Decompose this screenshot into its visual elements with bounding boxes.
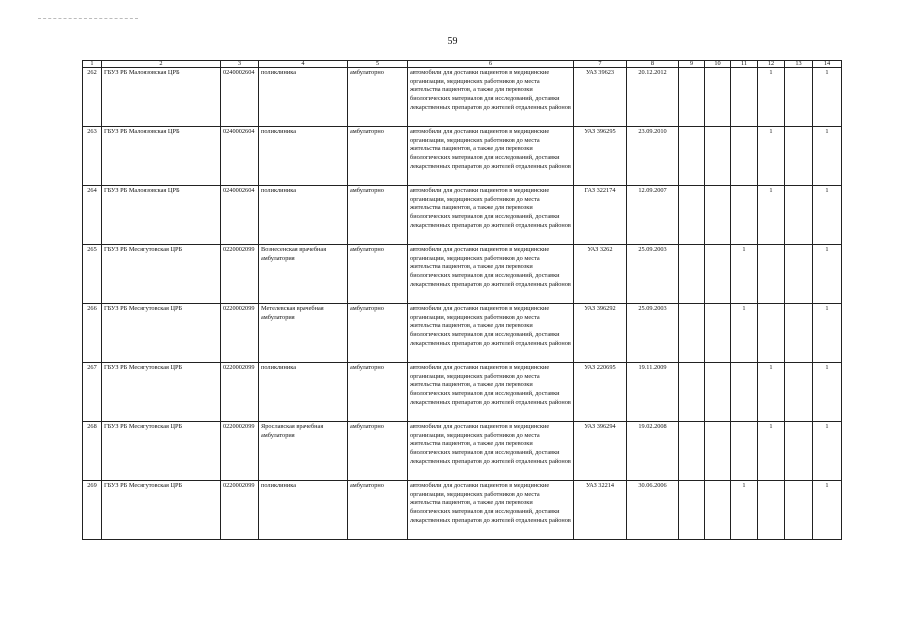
scan-artifact-line xyxy=(38,18,138,19)
col14-cell: 1 xyxy=(813,481,842,540)
row-number: 269 xyxy=(83,481,102,540)
column-header: 14 xyxy=(813,61,842,68)
care-type-cell: амбулаторно xyxy=(348,304,408,363)
code-cell: 0220002099 xyxy=(221,363,259,422)
col10-cell xyxy=(705,68,731,127)
col13-cell xyxy=(785,127,813,186)
col11-cell xyxy=(731,127,758,186)
col13-cell xyxy=(785,422,813,481)
organization-cell: ГБУЗ РБ Месягутовская ЦРБ xyxy=(102,422,221,481)
date-cell: 30.06.2006 xyxy=(627,481,679,540)
col11-cell xyxy=(731,363,758,422)
date-cell: 12.09.2007 xyxy=(627,186,679,245)
column-header: 10 xyxy=(705,61,731,68)
col10-cell xyxy=(705,245,731,304)
care-type-cell: амбулаторно xyxy=(348,422,408,481)
care-type-cell: амбулаторно xyxy=(348,245,408,304)
column-header: 2 xyxy=(102,61,221,68)
col9-cell xyxy=(679,481,705,540)
care-type-cell: амбулаторно xyxy=(348,127,408,186)
organization-cell: ГБУЗ РБ Месягутовская ЦРБ xyxy=(102,481,221,540)
col14-cell: 1 xyxy=(813,245,842,304)
vehicle-model-cell: ГАЗ 322174 xyxy=(574,186,627,245)
col12-cell xyxy=(758,304,785,363)
col13-cell xyxy=(785,481,813,540)
col9-cell xyxy=(679,186,705,245)
code-cell: 0240002604 xyxy=(221,186,259,245)
column-header: 12 xyxy=(758,61,785,68)
col11-cell xyxy=(731,422,758,481)
code-cell: 0220002099 xyxy=(221,422,259,481)
col14-cell: 1 xyxy=(813,304,842,363)
row-number: 267 xyxy=(83,363,102,422)
purpose-cell: автомобили для доставки пациентов в медицинские организации, медицинских работников до места жительства пациентов, а также для перевозки биологических материалов для исследований, доставки лекарственных препаратов до жителей отдаленных районов xyxy=(408,481,574,540)
col11-cell: 1 xyxy=(731,245,758,304)
purpose-cell: автомобили для доставки пациентов в медицинские организации, медицинских работников до места жительства пациентов, а также для перевозки биологических материалов для исследований, доставки лекарственных препаратов до жителей отдаленных районов xyxy=(408,422,574,481)
table-row xyxy=(83,245,842,304)
row-number: 263 xyxy=(83,127,102,186)
col13-cell xyxy=(785,68,813,127)
date-cell: 25.09.2003 xyxy=(627,245,679,304)
purpose-cell: автомобили для доставки пациентов в медицинские организации, медицинских работников до места жительства пациентов, а также для перевозки биологических материалов для исследований, доставки лекарственных препаратов до жителей отдаленных районов xyxy=(408,186,574,245)
col13-cell xyxy=(785,363,813,422)
col9-cell xyxy=(679,422,705,481)
col10-cell xyxy=(705,304,731,363)
unit-cell: поликлиника xyxy=(259,68,348,127)
vehicle-model-cell: УАЗ 396295 xyxy=(574,127,627,186)
col12-cell: 1 xyxy=(758,363,785,422)
code-cell: 0220002099 xyxy=(221,304,259,363)
vehicle-model-cell: УАЗ 220695 xyxy=(574,363,627,422)
unit-cell: поликлиника xyxy=(259,186,348,245)
col12-cell: 1 xyxy=(758,127,785,186)
col10-cell xyxy=(705,186,731,245)
table-row xyxy=(83,363,842,422)
code-cell: 0220002099 xyxy=(221,481,259,540)
col11-cell: 1 xyxy=(731,481,758,540)
unit-cell: Ярославская врачебная амбулатория xyxy=(259,422,348,481)
code-cell: 0220002099 xyxy=(221,245,259,304)
unit-cell: Метелевская врачебная амбулатория xyxy=(259,304,348,363)
column-header: 3 xyxy=(221,61,259,68)
organization-cell: ГБУЗ РБ Малоязовская ЦРБ xyxy=(102,186,221,245)
vehicle-model-cell: УАЗ 396292 xyxy=(574,304,627,363)
col13-cell xyxy=(785,186,813,245)
care-type-cell: амбулаторно xyxy=(348,481,408,540)
col12-cell: 1 xyxy=(758,68,785,127)
row-number: 268 xyxy=(83,422,102,481)
col10-cell xyxy=(705,127,731,186)
column-header: 6 xyxy=(408,61,574,68)
organization-cell: ГБУЗ РБ Малоязовская ЦРБ xyxy=(102,68,221,127)
care-type-cell: амбулаторно xyxy=(348,363,408,422)
col13-cell xyxy=(785,304,813,363)
code-cell: 0240002604 xyxy=(221,68,259,127)
table-row xyxy=(83,422,842,481)
column-header: 7 xyxy=(574,61,627,68)
purpose-cell: автомобили для доставки пациентов в медицинские организации, медицинских работников до места жительства пациентов, а также для перевозки биологических материалов для исследований, доставки лекарственных препаратов до жителей отдаленных районов xyxy=(408,127,574,186)
column-header: 1 xyxy=(83,61,102,68)
unit-cell: поликлиника xyxy=(259,127,348,186)
unit-cell: поликлиника xyxy=(259,481,348,540)
vehicle-model-cell: УАЗ 396294 xyxy=(574,422,627,481)
date-cell: 20.12.2012 xyxy=(627,68,679,127)
column-header: 8 xyxy=(627,61,679,68)
purpose-cell: автомобили для доставки пациентов в медицинские организации, медицинских работников до места жительства пациентов, а также для перевозки биологических материалов для исследований, доставки лекарственных препаратов до жителей отдаленных районов xyxy=(408,363,574,422)
vehicle-model-cell: УАЗ 3262 xyxy=(574,245,627,304)
table-row xyxy=(83,481,842,540)
care-type-cell: амбулаторно xyxy=(348,68,408,127)
col9-cell xyxy=(679,245,705,304)
purpose-cell: автомобили для доставки пациентов в медицинские организации, медицинских работников до места жительства пациентов, а также для перевозки биологических материалов для исследований, доставки лекарственных препаратов до жителей отдаленных районов xyxy=(408,68,574,127)
col9-cell xyxy=(679,304,705,363)
date-cell: 19.11.2009 xyxy=(627,363,679,422)
col10-cell xyxy=(705,481,731,540)
organization-cell: ГБУЗ РБ Малоязовская ЦРБ xyxy=(102,127,221,186)
organization-cell: ГБУЗ РБ Месягутовская ЦРБ xyxy=(102,245,221,304)
col9-cell xyxy=(679,68,705,127)
row-number: 264 xyxy=(83,186,102,245)
unit-cell: поликлиника xyxy=(259,363,348,422)
unit-cell: Вознесенская врачебная амбулатория xyxy=(259,245,348,304)
col10-cell xyxy=(705,363,731,422)
column-header: 11 xyxy=(731,61,758,68)
col11-cell: 1 xyxy=(731,304,758,363)
column-header: 4 xyxy=(259,61,348,68)
page-number: 59 xyxy=(447,36,458,47)
col14-cell: 1 xyxy=(813,127,842,186)
col11-cell xyxy=(731,186,758,245)
date-cell: 19.02.2008 xyxy=(627,422,679,481)
table-row xyxy=(83,186,842,245)
code-cell: 0240002604 xyxy=(221,127,259,186)
column-header: 9 xyxy=(679,61,705,68)
care-type-cell: амбулаторно xyxy=(348,186,408,245)
column-header: 5 xyxy=(348,61,408,68)
vehicle-register-table xyxy=(82,60,842,540)
col12-cell: 1 xyxy=(758,186,785,245)
col12-cell xyxy=(758,481,785,540)
col13-cell xyxy=(785,245,813,304)
table-row xyxy=(83,68,842,127)
col14-cell: 1 xyxy=(813,363,842,422)
col12-cell xyxy=(758,245,785,304)
header-row xyxy=(83,61,842,68)
date-cell: 23.09.2010 xyxy=(627,127,679,186)
purpose-cell: автомобили для доставки пациентов в медицинские организации, медицинских работников до места жительства пациентов, а также для перевозки биологических материалов для исследований, доставки лекарственных препаратов до жителей отдаленных районов xyxy=(408,304,574,363)
col11-cell xyxy=(731,68,758,127)
col9-cell xyxy=(679,127,705,186)
col10-cell xyxy=(705,422,731,481)
vehicle-model-cell: УАЗ 39623 xyxy=(574,68,627,127)
date-cell: 25.09.2003 xyxy=(627,304,679,363)
purpose-cell: автомобили для доставки пациентов в медицинские организации, медицинских работников до места жительства пациентов, а также для перевозки биологических материалов для исследований, доставки лекарственных препаратов до жителей отдаленных районов xyxy=(408,245,574,304)
col14-cell: 1 xyxy=(813,186,842,245)
table-row xyxy=(83,304,842,363)
col14-cell: 1 xyxy=(813,422,842,481)
table-row xyxy=(83,127,842,186)
row-number: 265 xyxy=(83,245,102,304)
col12-cell: 1 xyxy=(758,422,785,481)
col14-cell: 1 xyxy=(813,68,842,127)
column-header: 13 xyxy=(785,61,813,68)
organization-cell: ГБУЗ РБ Месягутовская ЦРБ xyxy=(102,304,221,363)
col9-cell xyxy=(679,363,705,422)
row-number: 262 xyxy=(83,68,102,127)
row-number: 266 xyxy=(83,304,102,363)
organization-cell: ГБУЗ РБ Месягутовская ЦРБ xyxy=(102,363,221,422)
vehicle-model-cell: УАЗ 32214 xyxy=(574,481,627,540)
